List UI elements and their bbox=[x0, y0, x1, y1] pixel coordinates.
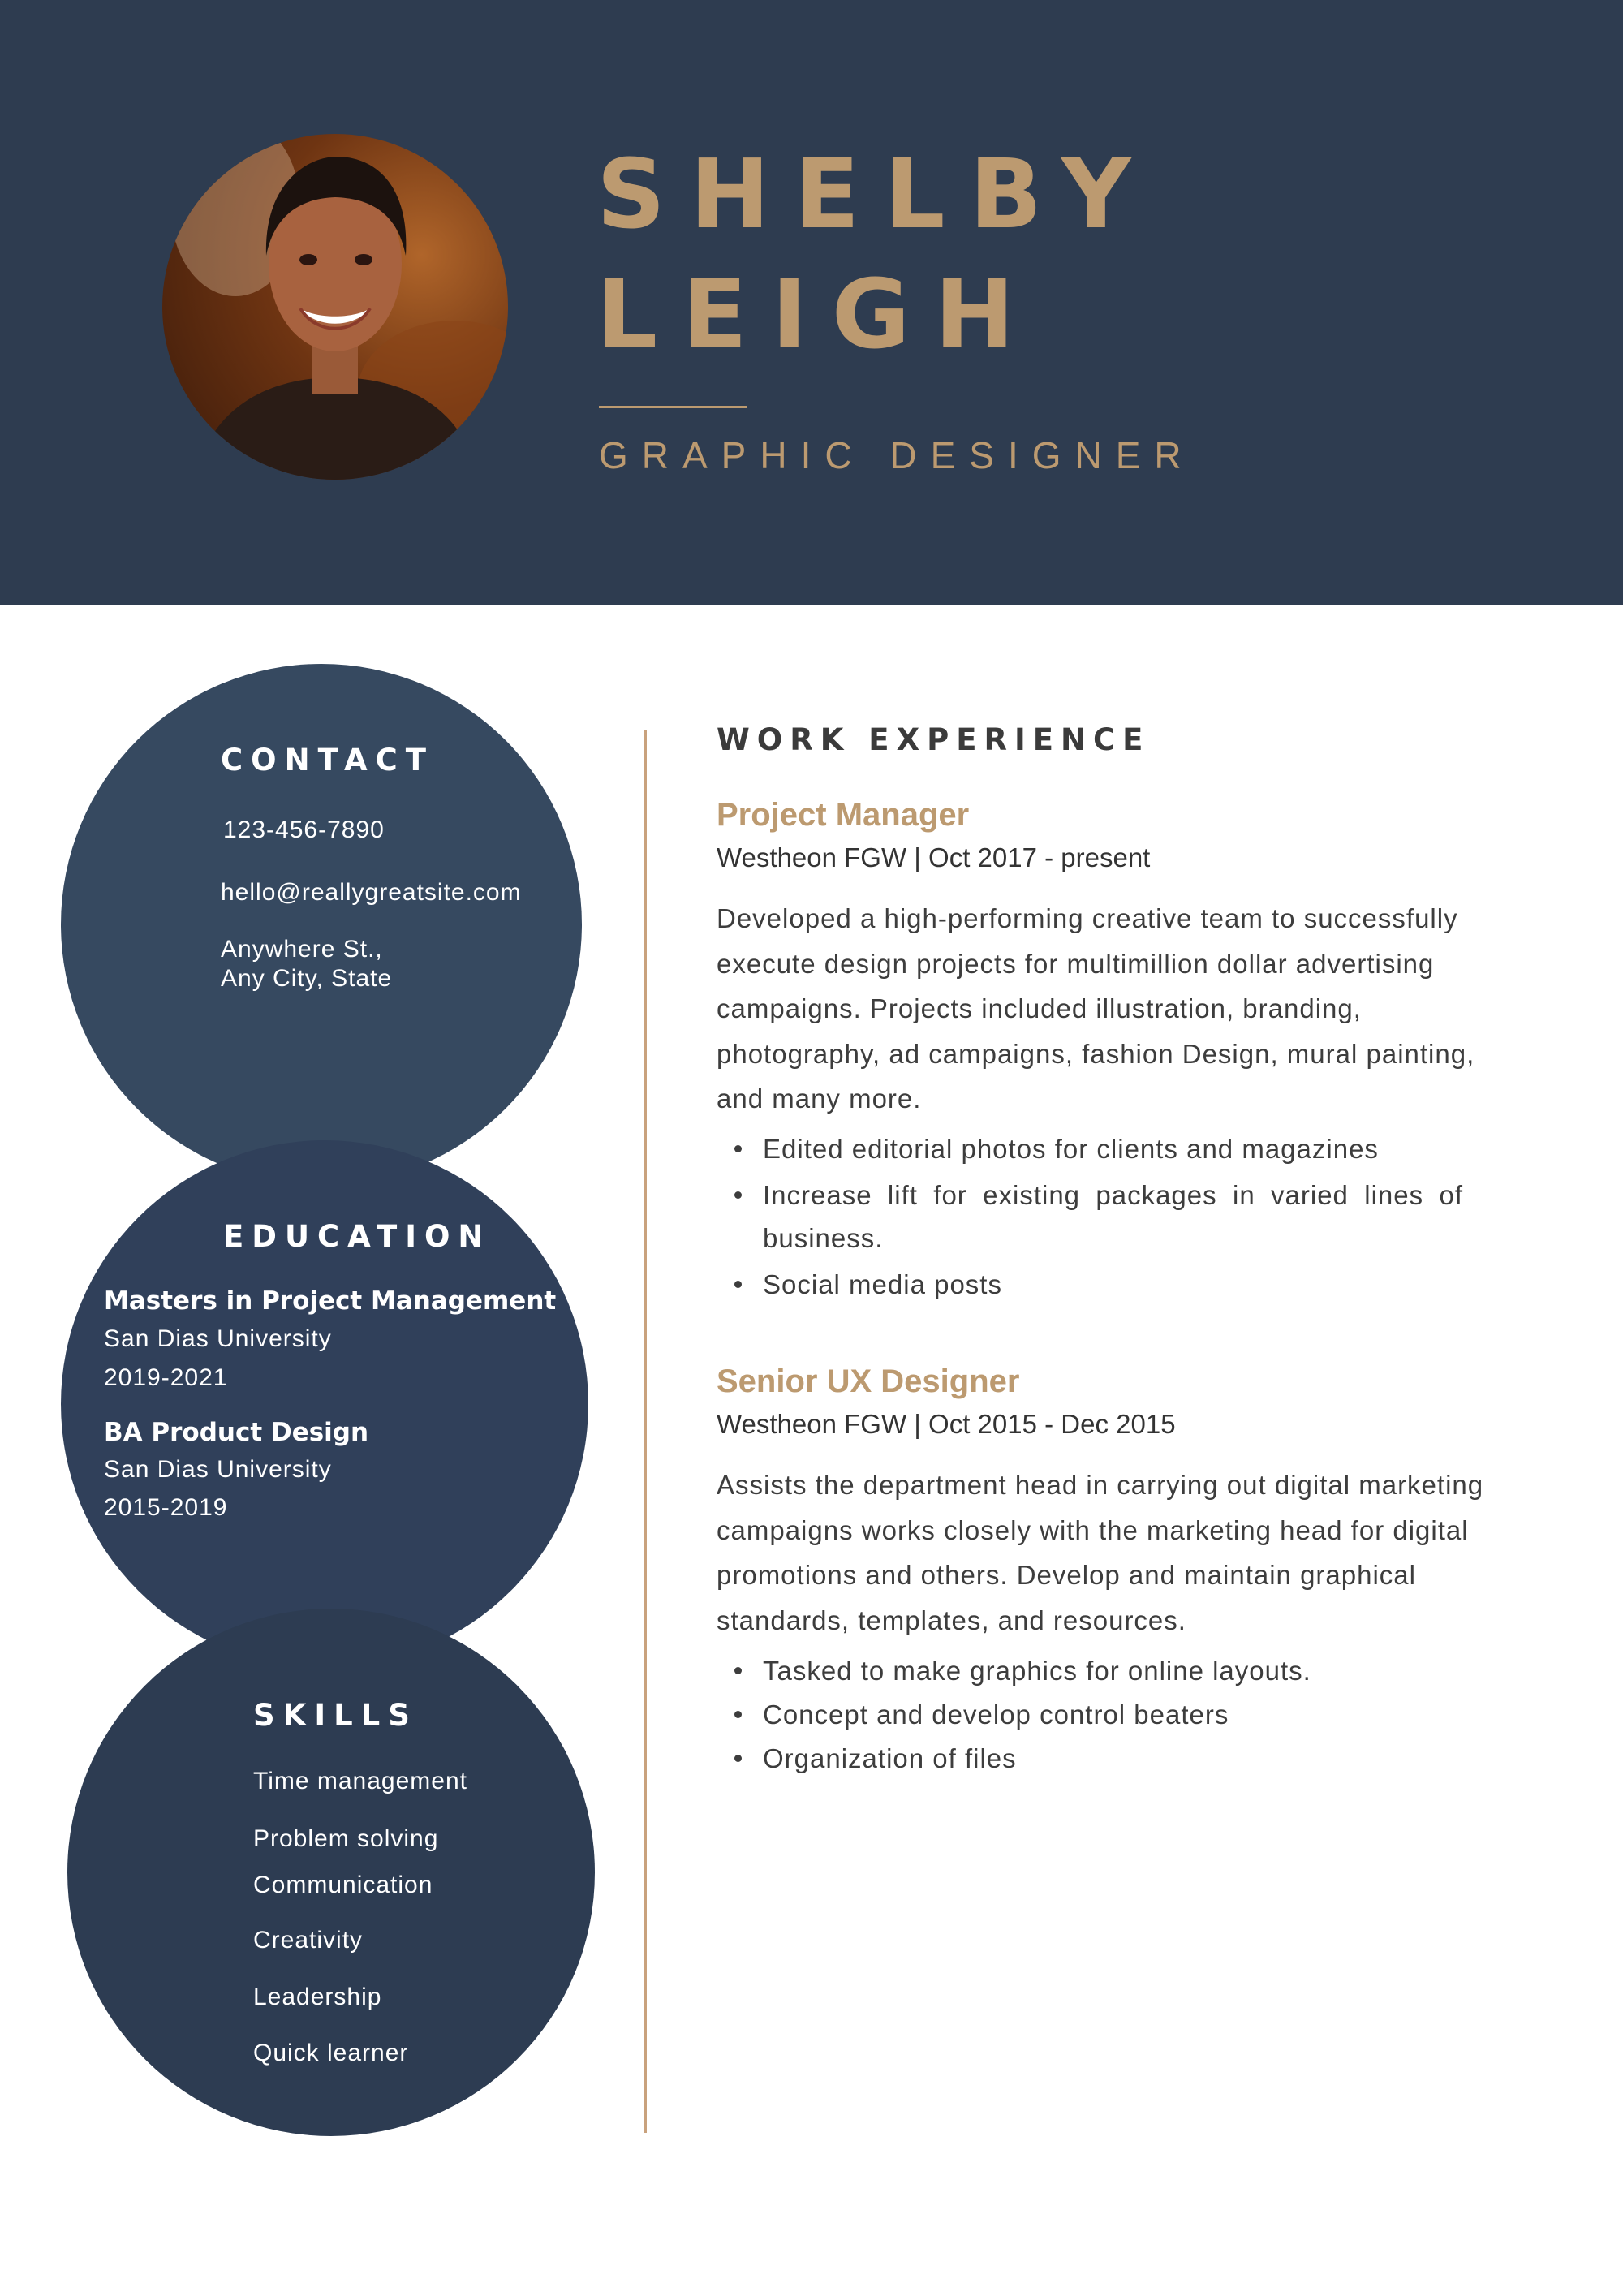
skill-item: Leadership bbox=[253, 1984, 382, 2010]
job-bullet-list bbox=[717, 1649, 1463, 1781]
work-experience-heading: WORK EXPERIENCE bbox=[717, 722, 1151, 757]
education-heading: EDUCATION bbox=[223, 1219, 492, 1254]
skill-item: Time management bbox=[253, 1768, 467, 1794]
first-name: SHELBY bbox=[596, 138, 1156, 250]
skill-item: Creativity bbox=[253, 1927, 364, 1954]
contact-address-line2: Any City, State bbox=[221, 965, 393, 992]
job-title: Senior UX Designer bbox=[717, 1363, 1020, 1399]
list-item: Tasked to make graphics for online layouts. bbox=[717, 1649, 1463, 1692]
job-description: Developed a high-performing creative team to successfully execute design projects for multimillion dollar advertising campaigns. Projects included illustration, branding, photography, ad campaigns, fashion Design, mural painting, and many more. bbox=[717, 903, 1475, 1114]
list-item: Social media posts bbox=[717, 1263, 1463, 1306]
skill-item: Quick learner bbox=[253, 2040, 409, 2066]
skill-item: Problem solving bbox=[253, 1825, 439, 1852]
education-degree: Masters in Project Management bbox=[104, 1286, 557, 1316]
job-description: Assists the department head in carrying out digital marketing campaigns works closely with the marketing head for digital promotions and others. Develop and maintain graphical standards, templates, and resources. bbox=[717, 1470, 1484, 1635]
contact-email: hello@reallygreatsite.com bbox=[221, 879, 522, 906]
column-divider bbox=[644, 730, 647, 2133]
title-rule bbox=[599, 406, 747, 408]
contact-phone: 123-456-7890 bbox=[223, 816, 385, 843]
list-item: Organization of files bbox=[717, 1737, 1463, 1780]
profile-photo-illustration bbox=[162, 134, 508, 480]
list-item: Increase lift for existing packages in varied lines of business. bbox=[717, 1174, 1463, 1260]
job-meta: Westheon FGW | Oct 2015 - Dec 2015 bbox=[717, 1409, 1176, 1439]
skill-item: Communication bbox=[253, 1872, 433, 1898]
list-item: Concept and develop control beaters bbox=[717, 1693, 1463, 1736]
header-banner bbox=[0, 0, 1623, 605]
job-meta: Westheon FGW | Oct 2017 - present bbox=[717, 842, 1151, 872]
job-title: Project Manager bbox=[717, 797, 970, 833]
list-item: Edited editorial photos for clients and magazines bbox=[717, 1127, 1463, 1170]
skills-heading: SKILLS bbox=[253, 1698, 418, 1733]
education-degree: BA Product Design bbox=[104, 1418, 369, 1447]
contact-address-line1: Anywhere St., bbox=[221, 936, 383, 963]
job-bullet-list bbox=[717, 1127, 1463, 1309]
education-school: San Dias University bbox=[104, 1456, 332, 1483]
education-school: San Dias University bbox=[104, 1325, 332, 1352]
job-role: GRAPHIC DESIGNER bbox=[599, 434, 1195, 476]
profile-photo bbox=[162, 134, 508, 480]
last-name: LEIGH bbox=[596, 258, 1040, 370]
education-years: 2019-2021 bbox=[104, 1364, 228, 1391]
education-years: 2015-2019 bbox=[104, 1494, 228, 1521]
contact-heading: CONTACT bbox=[221, 743, 434, 778]
candidate-name bbox=[596, 134, 1155, 374]
